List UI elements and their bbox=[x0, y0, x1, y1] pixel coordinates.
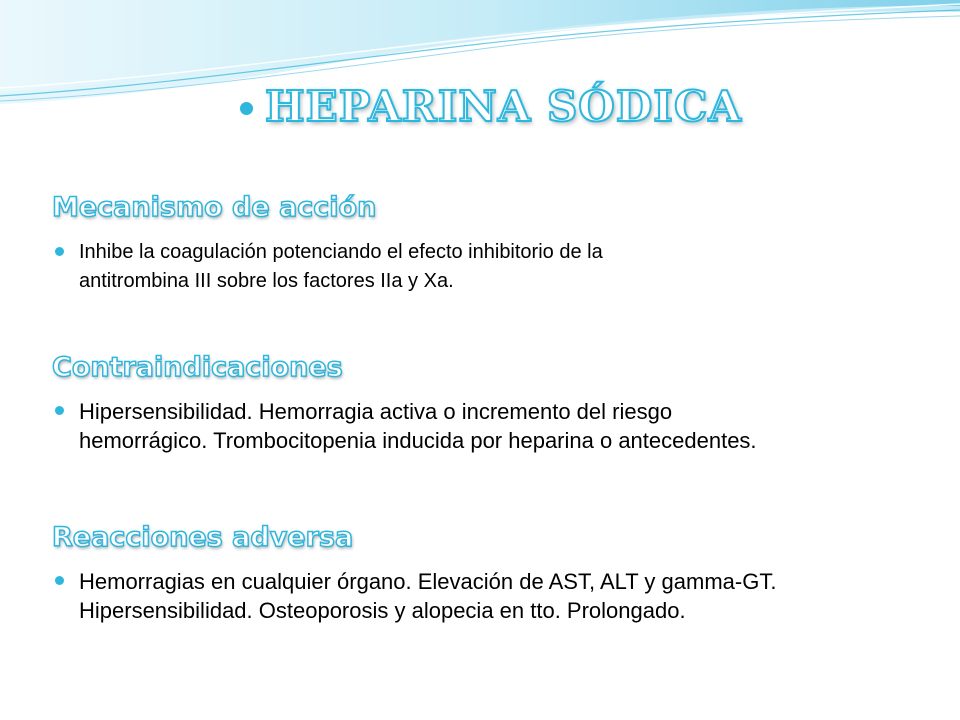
bullet-dot-icon bbox=[55, 247, 64, 256]
bullet-line: Hemorragias en cualquier órgano. Elevación de AST, ALT y gamma-GT. bbox=[79, 569, 777, 594]
title-row bbox=[240, 78, 760, 134]
bullet-dot-icon bbox=[55, 406, 64, 415]
bullet-line: hemorrágico. Trombocitopenia inducida por heparina o antecedentes. bbox=[79, 428, 757, 453]
title-bullet-icon bbox=[240, 102, 253, 115]
bullet-line: antitrombina III sobre los factores IIa y Xa. bbox=[79, 270, 454, 292]
bullet-line: Inhibe la coagulación potenciando el efecto inhibitorio de la bbox=[79, 241, 603, 263]
bullet-line: Hipersensibilidad. Osteoporosis y alopecia en tto. Prolongado. bbox=[79, 598, 686, 623]
bullet-dot-icon bbox=[55, 576, 64, 585]
bullet-contraindicaciones bbox=[55, 397, 915, 455]
bullet-reacciones bbox=[55, 567, 915, 625]
bullet-text bbox=[79, 397, 757, 455]
bullet-line: Hipersensibilidad. Hemorragia activa o incremento del riesgo bbox=[79, 399, 673, 424]
bullet-text bbox=[79, 567, 776, 625]
bullet-text bbox=[79, 238, 603, 296]
section-heading-contraindicaciones: Contraindicaciones bbox=[52, 352, 343, 383]
section-heading-mecanismo: Mecanismo de acción bbox=[52, 192, 377, 223]
section-heading-reacciones: Reacciones adversa bbox=[52, 522, 354, 553]
slide-title: HEPARINA SÓDICA bbox=[265, 81, 742, 131]
bullet-mecanismo bbox=[55, 238, 915, 296]
